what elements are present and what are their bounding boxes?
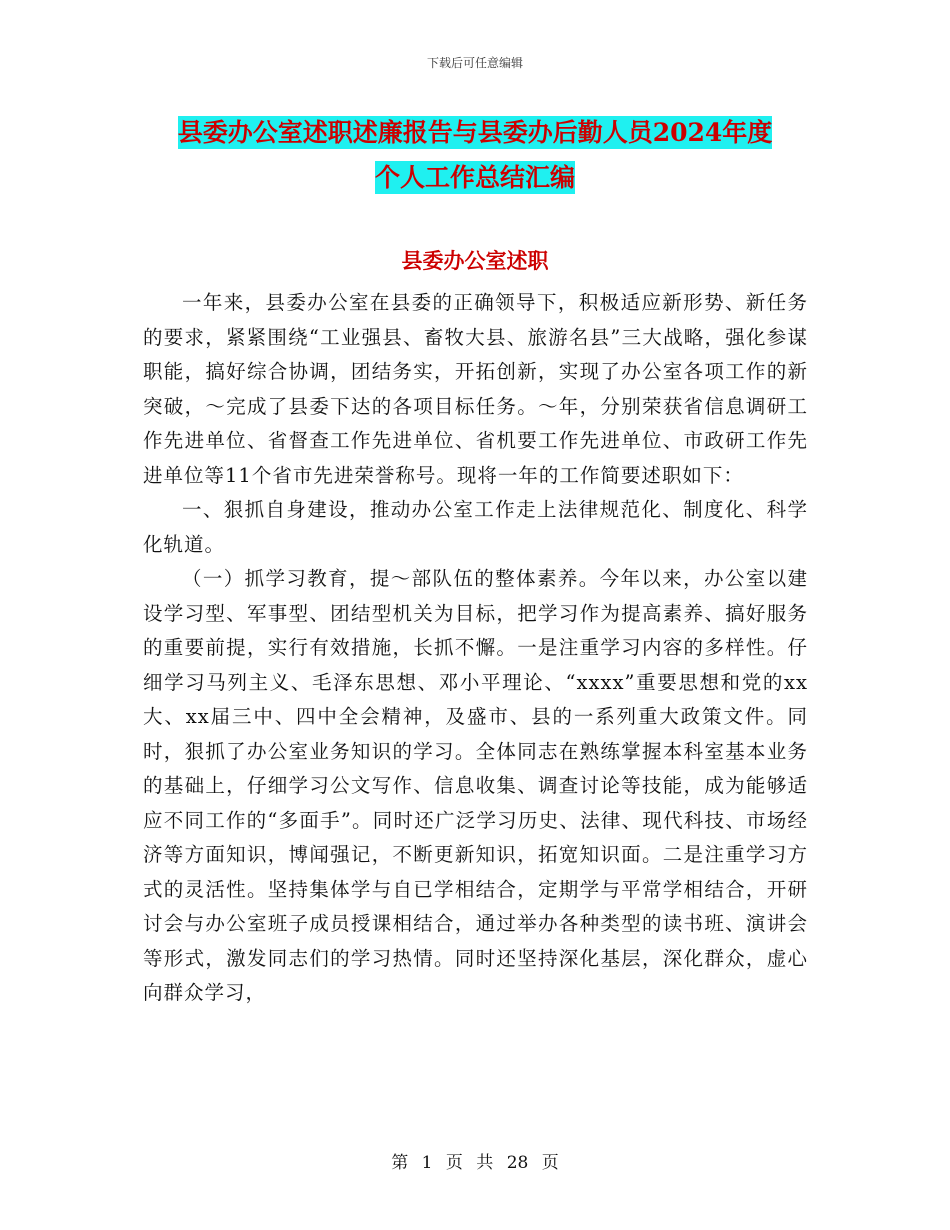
page-footer [0, 1148, 950, 1173]
title-text-2: 个人工作总结汇编 [374, 163, 575, 192]
paragraph: 一年来，县委办公室在县委的正确领导下，积极适应新形势、新任务的要求，紧紧围绕“工业强县、畜牧大县、旅游名县”三大战略，强化参谋职能，搞好综合协调，团结务实，开拓创新，实现了办公室各项工作的新突破，～完成了县委下达的各项目标任务。～年，分别荣获省信息调研工作先进单位、省督查工作先进单位、省机要工作先进单位、市政研工作先进单位等11个省市先进荣誉称号。现将一年的工作简要述职如下： [143, 291, 808, 487]
header-note: 下载后可任意编辑 [426, 56, 523, 70]
paragraph: （一）抓学习教育，提～部队伍的整体素养。今年以来，办公室以建设学习型、军事型、团结型机关为目标，把学习作为提高素养、搞好服务的重要前提，实行有效措施，长抓不懈。一是注重学习内容的多样性。仔细学习马列主义、毛泽东思想、邓小平理论、“xxxx”重要思想和党的xx大、xx届三中、四中全会精神，及盛市、县的一系列重大政策文件。同时，狠抓了办公室业务知识的学习。全体同志在熟练掌握本科室基本业务的基础上，仔细学习公文写作、信息收集、调查讨论等技能，成为能够适应不同工作的“多面手”。同时还广泛学习历史、法律、现代科技、市场经济等方面知识，博闻强记，不断更新知识，拓宽知识面。二是注重学习方式的灵活性。坚持集体学与自已学相结合，定期学与平常学相结合，开研讨会与办公室班子成员授课相结合，通过举办各种类型的读书班、演讲会等形式，激发同志们的学习热情。同时还坚持深化基层，深化群众，虚心向群众学习， [143, 567, 808, 1004]
footer-page-number: 1 [421, 1153, 433, 1173]
footer-label-page-unit: 页 [445, 1153, 463, 1173]
footer-label-total: 共 [476, 1153, 494, 1173]
paragraph: 一、狠抓自身建设，推动办公室工作走上法律规范化、制度化、科学化轨道。 [143, 498, 808, 556]
title-line-1 [0, 112, 950, 157]
footer-label-total-unit: 页 [541, 1153, 559, 1173]
body-text [143, 286, 808, 1011]
footer-label-page: 第 [391, 1153, 409, 1173]
document-title [0, 112, 950, 202]
section-title: 县委办公室述职 [401, 248, 549, 273]
title-text-1: 县委办公室述职述廉报告与县委办后勤人员2024年度 [177, 118, 773, 147]
footer-total-pages: 28 [506, 1153, 529, 1173]
title-line-2 [0, 157, 950, 202]
